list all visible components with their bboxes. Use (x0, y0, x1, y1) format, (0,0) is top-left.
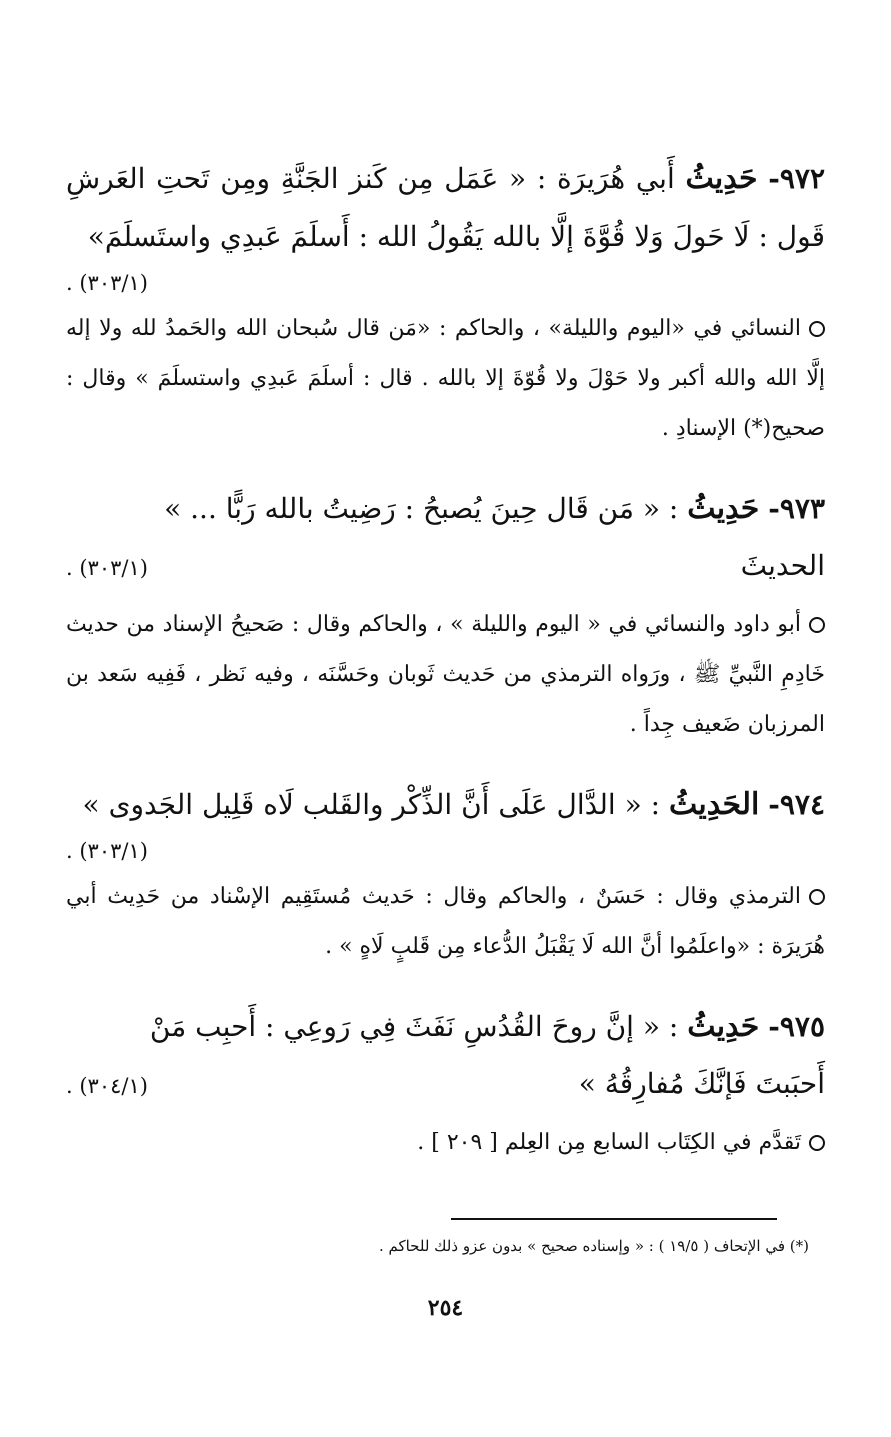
hadith-body: : « مَن قَال حِينَ يُصبحُ : رَضِيتُ بالله رَبًّا ... » (164, 492, 679, 525)
volume-reference: (٣٠٤/١) . (66, 1074, 148, 1098)
circle-bullet-icon (809, 889, 825, 905)
note-text: أبو داود والنسائي في « اليوم والليلة » ، والحاكم وقال : صَحيحُ الإسناد من حديث خَادِمِ النَّبيِّ ﷺ ، ورَواه الترمذي من حَديث ثَوبان وحَسَّنَه ، وفيه نَظر ، فَفِيه سَعد بن المرزبان ضَعيف جِداً . (66, 612, 825, 737)
note-text: النسائي في «اليوم والليلة» ، والحاكم : «مَن قال سُبحان الله والحَمدُ لله ولا إله إلَّا الله والله أكبر ولا حَوْلَ ولا قُوّةَ إلا بالله . قال : أسلَمَ عَبدِي واستسلَمَ » وقال : صحيح(*) الإسنادِ . (66, 316, 825, 441)
takhrij-note (66, 304, 825, 454)
hadith-keyword: الحَدِيثُ (668, 787, 760, 822)
circle-bullet-icon (809, 321, 825, 337)
hadith-text (66, 776, 825, 834)
takhrij-note (66, 872, 825, 972)
circle-bullet-icon (809, 1135, 825, 1151)
page-number: ٢٥٤ (427, 1295, 464, 1321)
hadith-body: : « الدَّال عَلَى أَنَّ الذِّكْر والقَلب لَاه قَلِيل الجَدوى » (82, 788, 661, 821)
page-body (66, 150, 825, 1194)
hadith-body: : « إنَّ روحَ القُدُسِ نَفَثَ فِي رَوعِي : أَحبِب مَنْ (149, 1010, 679, 1043)
hadith-keyword: حَدِيثُ (687, 491, 760, 526)
volume-reference: (٣٠٣/١) . (66, 839, 148, 863)
hadith-text (66, 998, 825, 1056)
circle-bullet-icon (809, 617, 825, 633)
hadith-body: أَبي هُرَيرَة : « عَمَل مِن كَنز الجَنَّةِ ومِن تَحتِ العَرشِ قَول : لَا حَولَ وَلا قُوَّةَ إلَّا بالله يَقُولُ الله : أَسلَمَ عَبدِي واستَسلَمَ» (66, 162, 825, 253)
continuation-line (66, 1056, 825, 1114)
hadith-continuation: الحديثَ (740, 549, 825, 582)
hadith-number: ٩٧٥- (768, 1010, 825, 1043)
hadith-entry-975 (66, 998, 825, 1168)
hadith-text (66, 150, 825, 266)
footnote-divider (451, 1218, 777, 1220)
takhrij-note (66, 1118, 825, 1168)
hadith-keyword: حَدِيثُ (685, 161, 758, 196)
hadith-entry-972 (66, 150, 825, 454)
hadith-entry-973 (66, 480, 825, 750)
hadith-number: ٩٧٢- (768, 162, 825, 195)
hadith-entry-974 (66, 776, 825, 972)
note-text: الترمذي وقال : حَسَنٌ ، والحاكم وقال : حَديث مُستَقِيم الإسْناد من حَدِيث أبي هُرَيرَة : «واعلَمُوا أنَّ الله لَا يَقْبَلُ الدُّعاء مِن قَلبٍ لَاهٍ » . (66, 884, 825, 959)
note-text: تَقدَّم في الكِتَاب السابع مِن العِلم [ ٢٠٩ ] . (417, 1130, 801, 1155)
hadith-continuation: أَحبَبتَ فَإنَّكَ مُفارِقُهُ » (578, 1067, 825, 1100)
continuation-line (66, 538, 825, 596)
hadith-number: ٩٧٣- (768, 492, 825, 525)
takhrij-note (66, 600, 825, 750)
hadith-text (66, 480, 825, 538)
footnote: (*) في الإتحاف ( ١٩/٥ ) : « وإسناده صحيح » بدون عزو ذلك للحاكم . (378, 1237, 809, 1255)
volume-reference: (٣٠٣/١) . (66, 271, 148, 295)
hadith-number: ٩٧٤- (768, 788, 825, 821)
hadith-keyword: حَدِيثُ (687, 1009, 760, 1044)
volume-reference: (٣٠٣/١) . (66, 556, 148, 580)
